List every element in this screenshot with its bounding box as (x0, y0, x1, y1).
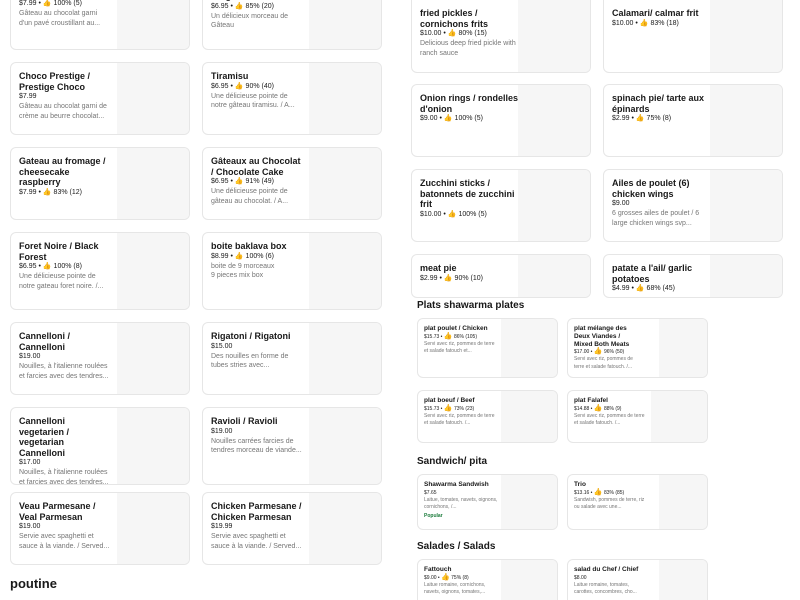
section-title-salades: Salades / Salads (417, 541, 496, 552)
menu-item-image (309, 493, 381, 564)
thumbs-up-icon: 👍 (234, 252, 244, 260)
menu-item-card[interactable] (567, 390, 708, 443)
thumbs-up-icon: 👍 (443, 404, 453, 412)
menu-item-description: Servi avec riz, pommes de terre et salade fatouch. /... (424, 412, 495, 427)
menu-item-image (518, 85, 590, 156)
menu-item-description: Servi avec riz, pommes de terre et salade fatouch. /... (574, 356, 633, 370)
menu-item-price: $7.65 (424, 489, 437, 496)
menu-item-name: Zucchini sticks / batonnets de zucchini frit (420, 178, 515, 209)
thumbs-up-icon: 👍 (443, 274, 453, 282)
menu-item-name: meat pie (420, 263, 457, 273)
menu-item-card[interactable] (411, 0, 591, 73)
menu-item-name: salad du Chef / Chief (574, 566, 639, 573)
menu-item-image (117, 233, 189, 309)
menu-item-image (309, 408, 381, 484)
thumbs-up-icon: 👍 (234, 2, 244, 10)
menu-item-description: Servie avec spaghetti et sauce à la viande. / Served... (19, 533, 110, 550)
menu-item-image (309, 323, 381, 394)
menu-item-meta: $6.95 • 👍 90% (40) (211, 82, 274, 90)
menu-item-image (710, 0, 782, 72)
menu-item-image (651, 391, 707, 442)
menu-item-meta: $2.99 • 👍 75% (8) (612, 115, 672, 122)
menu-item-description: Sandwish, pommes de terre, riz ou salade avec une... (574, 496, 645, 511)
menu-item-card[interactable] (202, 492, 382, 565)
menu-item-meta: $10.00 • 👍 80% (15) (420, 30, 487, 37)
menu-item-name: Foret Noire / Black Forest (19, 241, 99, 262)
menu-item-meta: $8.99 • 👍 100% (6) (211, 252, 274, 260)
menu-item-price: $7.99 (19, 93, 37, 100)
thumbs-up-icon: 👍 (42, 263, 52, 270)
menu-item-image (501, 319, 557, 377)
section-title-poutine: poutine (10, 576, 57, 591)
menu-item-card[interactable] (603, 0, 783, 73)
menu-item-meta: $15.73 • 👍 86% (105) (424, 332, 478, 340)
menu-item-description: Une délicieuse pointe de notre gâteau tiramisu. / A... (211, 92, 295, 110)
menu-item-image (117, 408, 189, 484)
menu-item-meta: $4.99 • 👍 68% (45) (612, 285, 675, 292)
menu-item-meta: $17.00 • 👍 96% (50) (574, 348, 625, 356)
menu-item-description: Un délicieux morceau de Gâteau (211, 12, 289, 30)
menu-item-meta: $9.00 • 👍 75% (8) (424, 573, 469, 581)
menu-item-card[interactable] (202, 322, 382, 395)
menu-item-image (518, 255, 590, 297)
menu-item-description: boite de 9 morceaux 9 pieces mix box (211, 262, 275, 280)
menu-item-name: boite baklava box (211, 241, 287, 251)
menu-item-name: plat mélange des Deux Viandes / Mixed Both Meats (574, 325, 630, 348)
menu-item-image (501, 560, 557, 600)
menu-item-name: Ravioli / Ravioli (211, 416, 278, 426)
menu-item-card[interactable] (417, 318, 558, 378)
menu-item-description: Servie avec spaghetti et sauce à la viande. / Served... (211, 533, 302, 550)
thumbs-up-icon: 👍 (447, 30, 457, 37)
menu-item-card[interactable] (10, 407, 190, 485)
thumbs-up-icon: 👍 (443, 115, 453, 122)
menu-item-name: plat boeuf / Beef (424, 397, 475, 404)
menu-item-name: plat Falafel (574, 397, 608, 404)
menu-item-card[interactable] (10, 62, 190, 135)
menu-item-description: 6 grosses ailes de poulet / 6 large chicken wings svp... (612, 210, 700, 227)
menu-item-card[interactable] (567, 474, 708, 530)
menu-item-name: Shawarma Sandwish (424, 481, 489, 488)
menu-item-name: Tiramisu (211, 71, 249, 81)
menu-item-card[interactable] (10, 492, 190, 565)
menu-item-price: $19.00 (19, 523, 41, 530)
menu-item-description: Une délicieuse pointe de notre gateau foret noire. /... (19, 273, 104, 290)
menu-item-price: $19.00 (211, 427, 233, 435)
menu-item-meta: $10.00 • 👍 83% (18) (612, 19, 679, 27)
menu-item-card[interactable] (417, 474, 558, 530)
menu-item-name: Trio (574, 481, 586, 488)
menu-item-card[interactable] (10, 0, 190, 50)
menu-item-meta: $14.88 • 👍 88% (9) (574, 404, 622, 412)
menu-item-name: Chicken Parmesane / Chicken Parmesan (211, 501, 302, 522)
menu-item-card[interactable] (567, 318, 708, 378)
menu-item-card[interactable] (411, 254, 591, 298)
menu-item-image (659, 475, 707, 529)
thumbs-up-icon: 👍 (635, 115, 645, 122)
menu-item-name: Gateau au fromage / cheesecake raspberry (19, 156, 106, 187)
menu-item-name: Onion rings / rondelles d'onion (420, 93, 519, 114)
thumbs-up-icon: 👍 (593, 404, 603, 412)
thumbs-up-icon: 👍 (441, 573, 450, 581)
menu-item-card[interactable] (202, 62, 382, 135)
menu-item-card[interactable] (411, 169, 591, 242)
menu-item-price: $9.00 (612, 200, 630, 207)
menu-item-name: Fattouch (424, 566, 452, 573)
menu-item-card[interactable] (411, 84, 591, 157)
menu-item-image (309, 148, 381, 219)
menu-item-image (117, 148, 189, 219)
menu-item-image (309, 233, 381, 309)
menu-item-image (117, 63, 189, 134)
menu-item-image (710, 255, 782, 297)
menu-item-image (117, 323, 189, 394)
menu-item-meta: $6.95 • 👍 91% (49) (211, 178, 274, 185)
menu-item-image (309, 63, 381, 134)
menu-item-card[interactable] (202, 0, 382, 50)
menu-item-description: Nouilles, à l'italienne roulées et farcies avec des tendres... (19, 363, 109, 380)
menu-item-name: Rigatoni / Rigatoni (211, 331, 291, 341)
menu-item-price: $8.00 (574, 574, 587, 581)
thumbs-up-icon: 👍 (593, 348, 603, 356)
section-title-shawarma: Plats shawarma plates (417, 300, 525, 311)
menu-item-price: $19.99 (211, 523, 233, 530)
menu-item-meta: $7.99 • 👍 83% (12) (19, 188, 82, 196)
menu-item-meta: $9.00 • 👍 100% (5) (420, 115, 483, 122)
menu-item-image (518, 0, 590, 72)
menu-item-name: spinach pie/ tarte aux épinards (612, 93, 705, 114)
menu-item-meta: $15.73 • 👍 73% (23) (424, 404, 475, 412)
menu-item-name: Choco Prestige / Prestige Choco (19, 71, 91, 92)
thumbs-up-icon: 👍 (42, 188, 52, 196)
menu-item-description: Nouilles carrées farcies de tendres morceau de viande... (211, 437, 302, 455)
menu-item-meta: $2.99 • 👍 90% (10) (420, 274, 483, 282)
thumbs-up-icon: 👍 (443, 332, 453, 340)
menu-item-meta: $13.16 • 👍 83% (85) (574, 488, 625, 496)
menu-item-price: $15.00 (211, 342, 233, 350)
menu-item-meta: $6.95 • 👍 100% (8) (19, 263, 82, 270)
menu-item-card[interactable] (603, 84, 783, 157)
menu-item-price: $17.00 (19, 459, 41, 466)
thumbs-up-icon: 👍 (234, 178, 244, 185)
menu-item-name: Ailes de poulet (6) chicken wings (612, 178, 690, 199)
menu-item-card[interactable] (567, 559, 708, 600)
menu-item-description: Laitue, tomates, navets, oignons, cornichons, /... (424, 496, 498, 511)
menu-item-card[interactable] (603, 169, 783, 242)
menu-item-meta: $6.95 • 👍 85% (20) (211, 2, 274, 10)
menu-item-image (501, 475, 557, 529)
menu-item-price: $19.00 (19, 353, 41, 360)
menu-item-description: Delicious deep fried pickle with ranch sauce (420, 40, 516, 57)
menu-item-name: Calamari/ calmar frit (612, 8, 699, 18)
menu-item-card[interactable] (10, 232, 190, 310)
popular-badge: Popular (424, 512, 443, 519)
thumbs-up-icon: 👍 (447, 210, 457, 218)
thumbs-up-icon: 👍 (234, 82, 244, 90)
menu-item-image (710, 170, 782, 241)
menu-item-card[interactable] (603, 254, 783, 298)
menu-item-card[interactable] (10, 147, 190, 220)
thumbs-up-icon: 👍 (593, 488, 603, 496)
thumbs-up-icon: 👍 (635, 285, 645, 292)
menu-item-description: Laitue romaine, tomates, carottes, concombres, cho... (574, 581, 637, 596)
menu-item-image (710, 85, 782, 156)
menu-item-card[interactable] (417, 559, 558, 600)
menu-item-description: Gâteau au chocolat garni de crème au beurre chocolat... (19, 103, 107, 120)
menu-item-meta: $7.99 • 👍 100% (5) (19, 0, 82, 7)
menu-item-name: fried pickles / cornichons frits (420, 8, 489, 29)
menu-item-name: Veau Parmesane / Veal Parmesan (19, 501, 96, 522)
menu-item-description: Servi avec riz, pommes de terre et salade fatouch et... (424, 340, 495, 355)
menu-item-image (501, 391, 557, 442)
menu-item-image (309, 0, 381, 49)
menu-item-image (659, 319, 707, 377)
thumbs-up-icon: 👍 (639, 19, 649, 27)
menu-item-card[interactable] (202, 407, 382, 485)
menu-item-name: plat poulet / Chicken (424, 325, 488, 332)
section-title-sandwich: Sandwich/ pita (417, 456, 488, 467)
menu-item-image (117, 0, 189, 49)
menu-item-image (659, 560, 707, 600)
menu-item-name: Gâteaux au Chocolat / Chocolate Cake (211, 156, 301, 177)
menu-item-name: Cannelloni vegetarien / vegetarian Cannelloni (19, 416, 70, 458)
menu-item-name: Cannelloni / Cannelloni (19, 331, 71, 352)
menu-item-card[interactable] (10, 322, 190, 395)
menu-item-description: Laitue romaine, cornichons, navets, oignons, tomates,... (424, 581, 486, 596)
thumbs-up-icon: 👍 (42, 0, 52, 7)
menu-item-name: patate a l'ail/ garlic potatoes (612, 263, 693, 284)
menu-item-description: Servi avec riz, pommes de terre et salade fatouch. /... (574, 412, 645, 427)
menu-item-description: Une délicieuse pointe de gâteau au chocolat. / A... (211, 188, 289, 205)
menu-item-description: Des nouilles en forme de tubes stries avec... (211, 352, 289, 370)
menu-item-description: Gâteau au chocolat garni d'un pavé croustillant au... (19, 10, 101, 27)
menu-item-image (117, 493, 189, 564)
menu-item-description: Nouilles, à l'italienne roulées et farcies avec des tendres... (19, 469, 109, 485)
menu-item-meta: $10.00 • 👍 100% (5) (420, 210, 487, 218)
menu-item-image (518, 170, 590, 241)
menu-item-card[interactable] (417, 390, 558, 443)
menu-item-card[interactable] (202, 147, 382, 220)
menu-item-card[interactable] (202, 232, 382, 310)
